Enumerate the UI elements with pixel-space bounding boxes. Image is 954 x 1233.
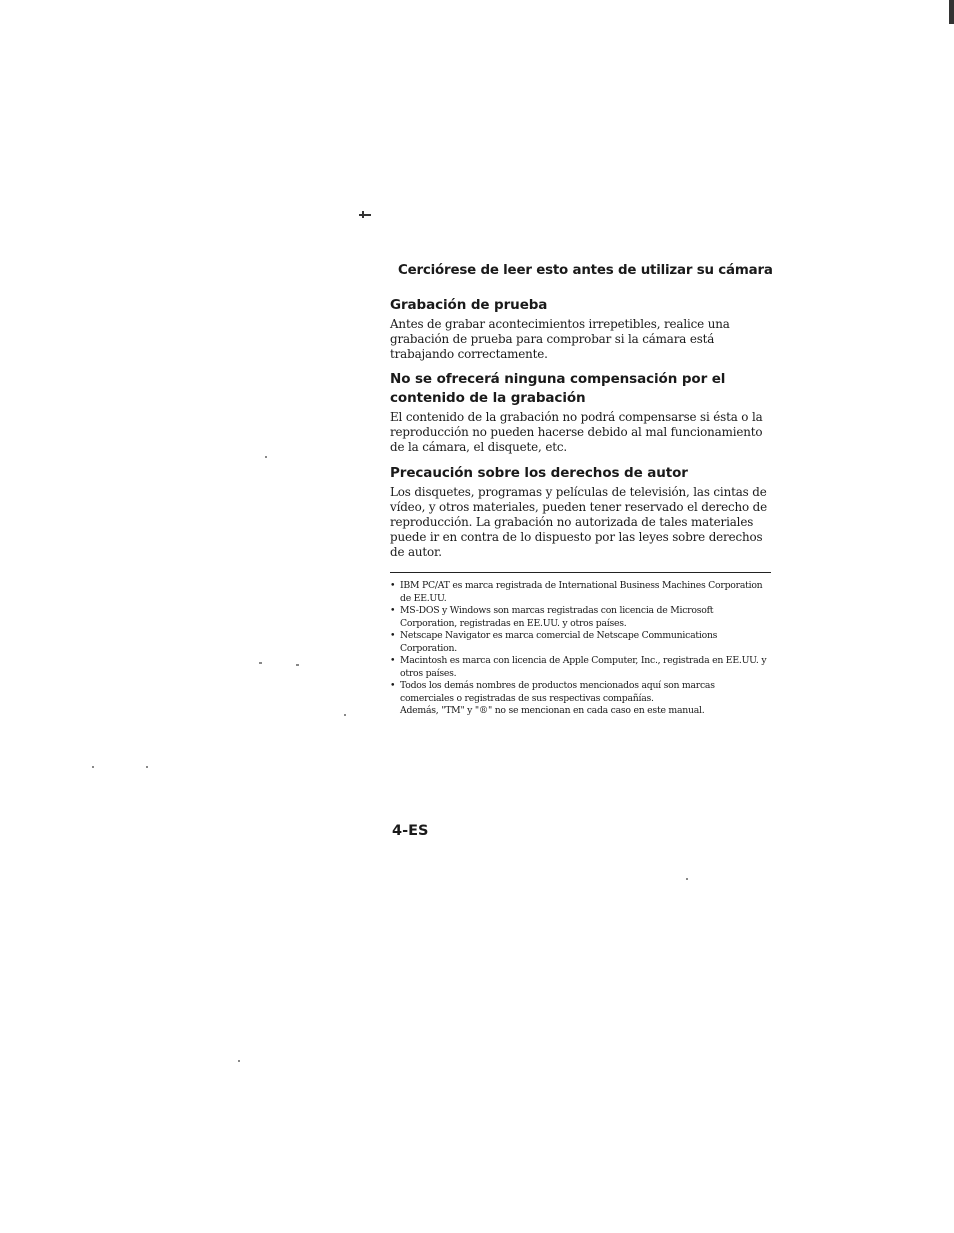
registration-mark: [359, 214, 371, 216]
section-body: Los disquetes, programas y películas de televisión, las cintas de vídeo, y otros materiales, pueden tener reservado el derecho de reproducción. La grabación no autorizada de tales materiales puede ir en contra de lo dispuesto por las leyes sobre derechos de autor.: [390, 485, 768, 559]
section-title: Grabación de prueba: [390, 297, 548, 313]
scan-speck: [146, 766, 148, 768]
registration-mark-tick: [362, 211, 364, 218]
footnote-item: • Macintosh es marca con licencia de Apple Computer, Inc., registrada en EE.UU. y otros países.: [390, 655, 770, 680]
scan-speck: [265, 456, 267, 458]
section-title: No se ofrecerá ninguna compensación por el contenido de la grabación: [390, 371, 726, 406]
scan-speck: [238, 1060, 240, 1062]
footnote-divider: [390, 572, 771, 573]
trademark-notes: [390, 580, 770, 718]
section-body: Antes de grabar acontecimientos irrepetibles, realice una grabación de prueba para comprobar si la cámara está trabajando correctamente.: [390, 317, 730, 361]
section-test-recording: [390, 296, 780, 362]
footnote-item: • Netscape Navigator es marca comercial de Netscape Communications Corporation.: [390, 630, 770, 655]
scan-speck: [686, 878, 688, 880]
footnote-extra: Además, "TM" y "®" no se mencionan en cada caso en este manual.: [400, 705, 705, 716]
scan-edge-mark: [949, 0, 954, 24]
page-heading: Cerciórese de leer esto antes de utilizar su cámara: [398, 263, 773, 278]
page-number: 4-ES: [392, 823, 429, 839]
footnote-item: • IBM PC/AT es marca registrada de International Business Machines Corporation de EE.UU.: [390, 580, 770, 605]
scan-speck: [296, 664, 299, 666]
scan-speck: [92, 766, 94, 768]
footnote-item: • Todos los demás nombres de productos mencionados aquí son marcas comerciales o registradas de sus respectivas compañías.: [390, 680, 770, 705]
scan-speck: [344, 714, 346, 716]
section-title: Precaución sobre los derechos de autor: [390, 465, 688, 481]
section-body: El contenido de la grabación no podrá compensarse si ésta o la reproducción no pueden hacerse debido al mal funcionamiento de la cámara, el disquete, etc.: [390, 410, 763, 454]
scan-speck: [259, 662, 262, 664]
section-no-compensation: [390, 370, 780, 455]
footnote-item: • MS-DOS y Windows son marcas registradas con licencia de Microsoft Corporation, registradas en EE.UU. y otros países.: [390, 605, 770, 630]
section-copyright: [390, 464, 780, 560]
